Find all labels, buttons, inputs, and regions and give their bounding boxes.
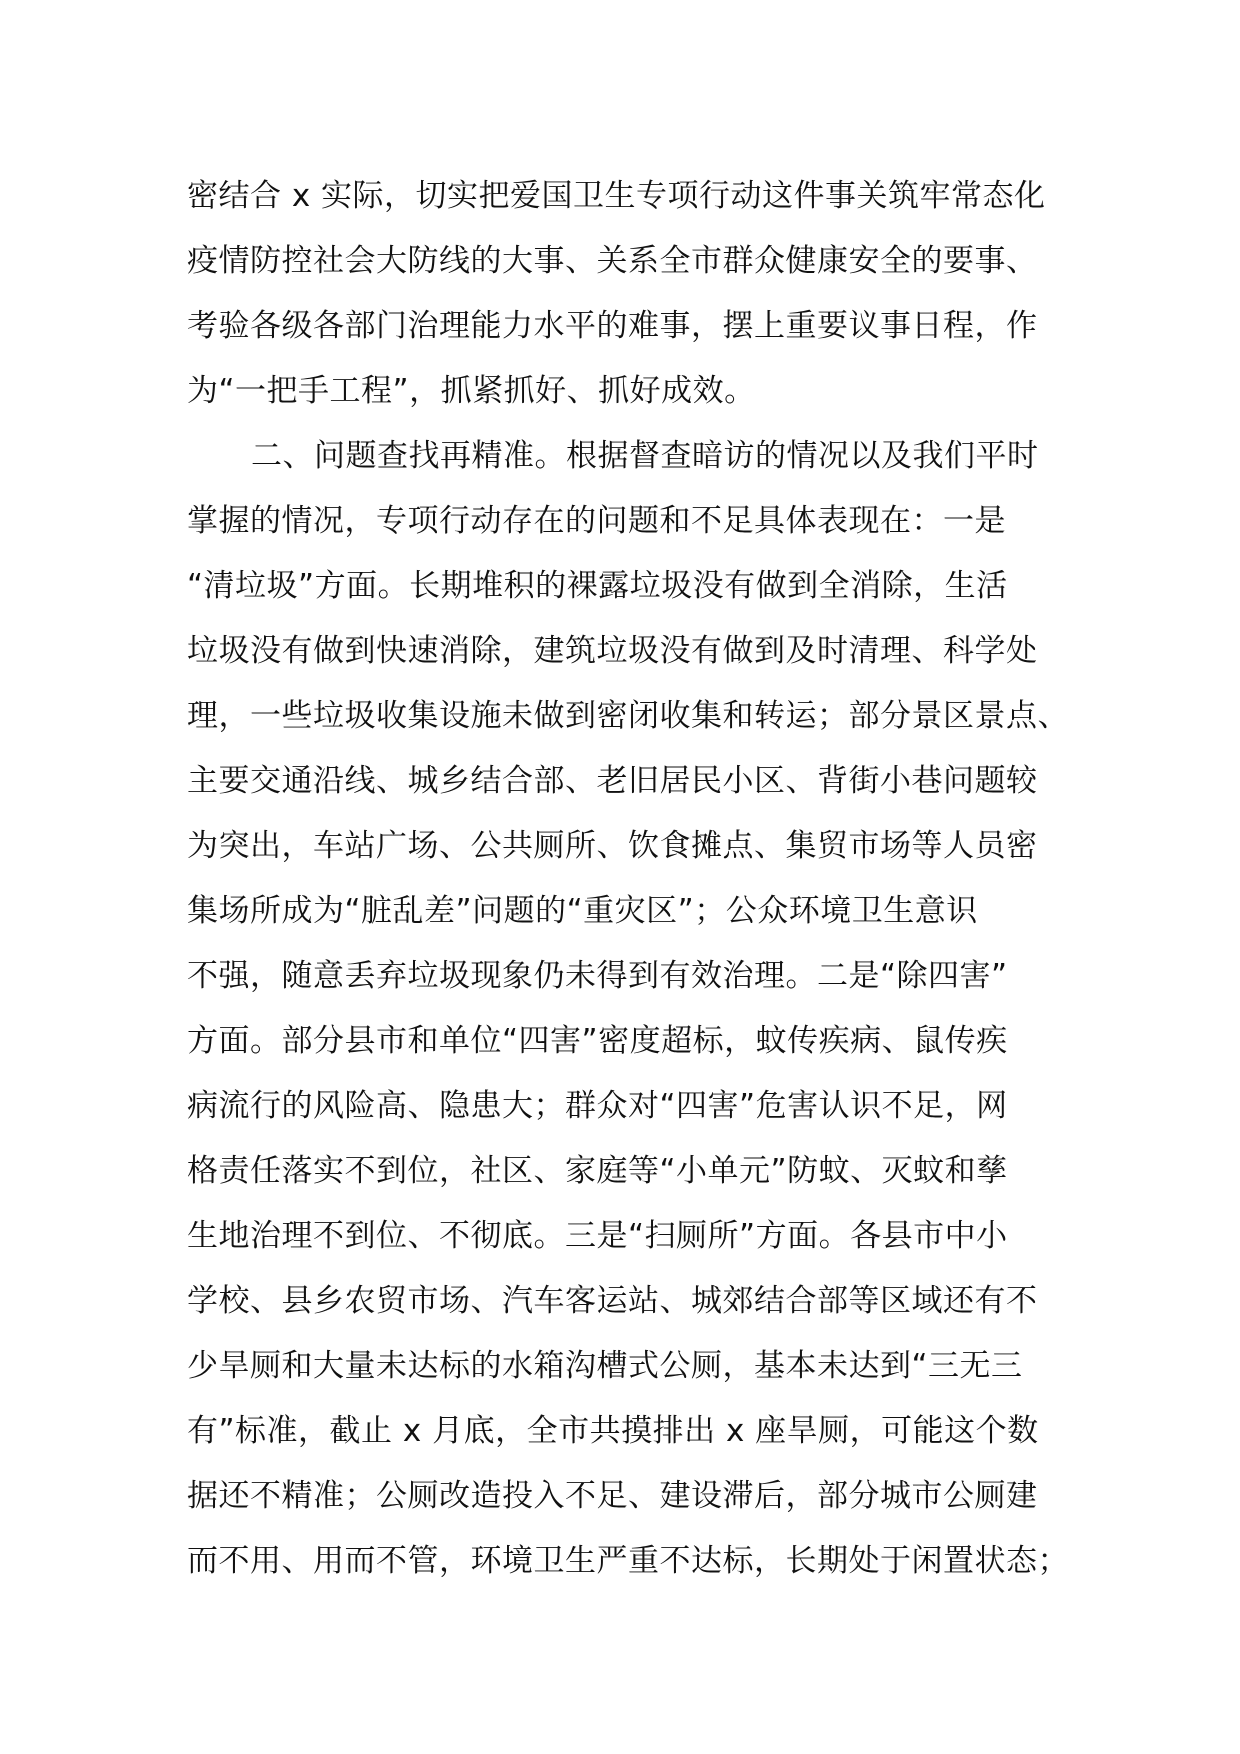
text-line: 生地治理不到位、不彻底。三是“扫厕所”方面。各县市中小: [187, 1218, 1008, 1254]
text-line: “清垃圾”方面。长期堆积的裸露垃圾没有做到全消除，生活: [187, 568, 1008, 604]
text-line: 有”标准，截止 x 月底，全市共摸排出 x 座旱厕，可能这个数: [187, 1413, 1039, 1449]
text-line: 理，一些垃圾收集设施未做到密闭收集和转运；部分景区景点、: [187, 698, 1069, 734]
text-line: 为突出，车站广场、公共厕所、饮食摊点、集贸市场等人员密: [187, 828, 1038, 864]
text-line: 疫情防控社会大防线的大事、关系全市群众健康安全的要事、: [187, 243, 1038, 279]
text-line: 病流行的风险高、隐患大；群众对“四害”危害认识不足，网: [187, 1088, 1008, 1124]
text-line: 掌握的情况，专项行动存在的问题和不足具体表现在：一是: [187, 503, 1006, 539]
text-line: 学校、县乡农贸市场、汽车客运站、城郊结合部等区域还有不: [187, 1283, 1038, 1319]
text-line: 少旱厕和大量未达标的水箱沟槽式公厕，基本未达到“三无三: [187, 1348, 1023, 1384]
body-text: [187, 164, 1087, 1594]
section-heading-line: 二、问题查找再精准。根据督查暗访的情况以及我们平时: [251, 438, 1039, 474]
text-line: 而不用、用而不管，环境卫生严重不达标，长期处于闲置状态；: [187, 1543, 1069, 1579]
text-line: 不强，随意丢弃垃圾现象仍未得到有效治理。二是“除四害”: [187, 958, 1008, 994]
text-line: 方面。部分县市和单位“四害”密度超标，蚊传疾病、鼠传疾: [187, 1023, 1008, 1059]
text-line: 为“一把手工程”，抓紧抓好、抓好成效。: [187, 373, 756, 409]
text-line: 垃圾没有做到快速消除，建筑垃圾没有做到及时清理、科学处: [187, 633, 1038, 669]
text-line: 格责任落实不到位，社区、家庭等“小单元”防蚊、灭蚊和孳: [187, 1153, 1008, 1189]
text-line: 考验各级各部门治理能力水平的难事，摆上重要议事日程，作: [187, 308, 1038, 344]
text-line: 据还不精准；公厕改造投入不足、建设滞后，部分城市公厕建: [187, 1478, 1038, 1514]
text-line: 主要交通沿线、城乡结合部、老旧居民小区、背街小巷问题较: [187, 763, 1038, 799]
text-line: 密结合 x 实际，切实把爱国卫生专项行动这件事关筑牢常态化: [187, 178, 1046, 214]
text-line: 集场所成为“脏乱差”问题的“重灾区”；公众环境卫生意识: [187, 893, 978, 929]
